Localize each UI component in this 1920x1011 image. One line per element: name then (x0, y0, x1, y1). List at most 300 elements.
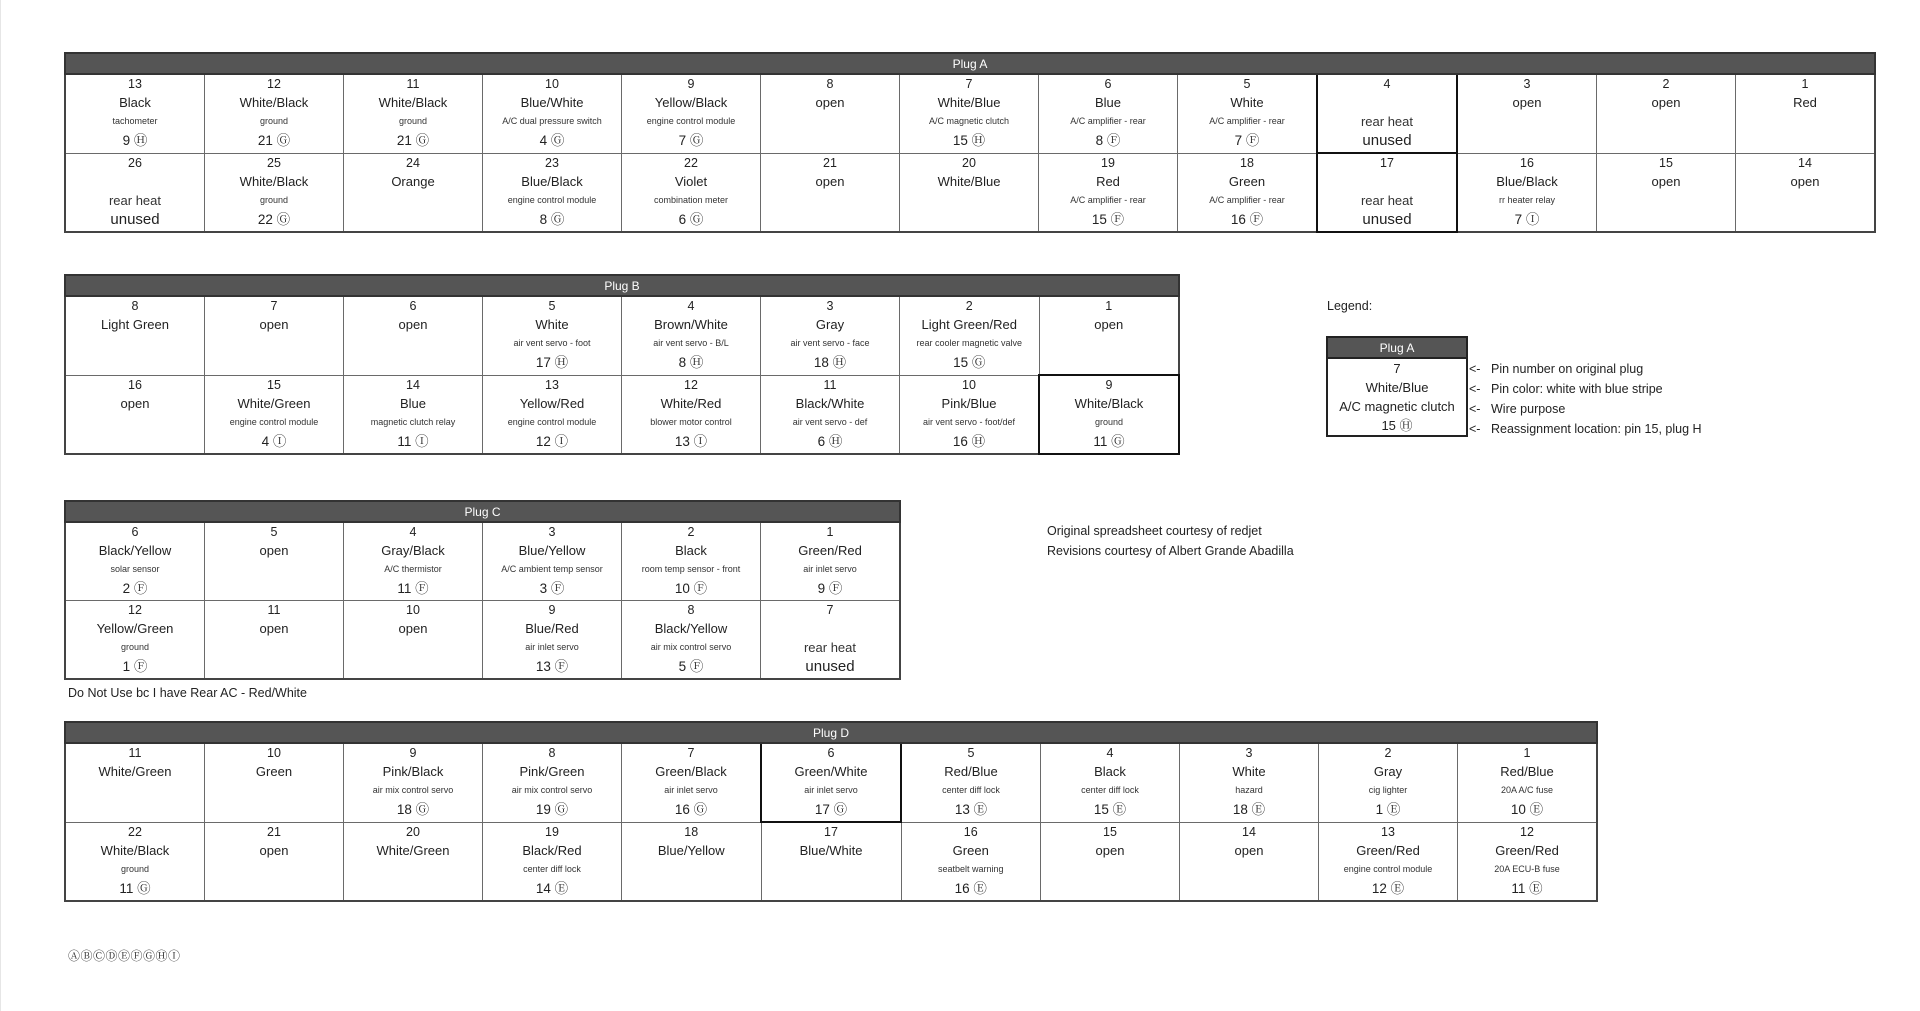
pin-reassignment: 4 Ⓖ (539, 133, 565, 148)
plug-c-table (64, 500, 901, 680)
pin-contents (622, 523, 760, 600)
pin-cell (344, 601, 483, 680)
pin-reassignment: 11 Ⓖ (1093, 434, 1125, 449)
pin-cell (205, 601, 344, 680)
pin-contents (1178, 75, 1316, 152)
pin-color: open (259, 842, 289, 858)
pin-color: Black (119, 95, 151, 110)
pin-contents (762, 744, 900, 821)
pin-cell (1317, 74, 1457, 153)
pin-cell (205, 743, 344, 822)
pin-number: 12 (267, 77, 281, 91)
pin-cell (761, 375, 900, 454)
pin-contents (761, 154, 899, 231)
pin-cell (761, 822, 901, 901)
pin-color: Blue/Yellow (518, 543, 586, 558)
pin-color: open (259, 621, 289, 636)
pin-color: Light Green/Red (921, 317, 1017, 332)
pin-color: Blue/Yellow (657, 842, 725, 858)
pin-number: 11 (128, 746, 142, 760)
pin-number: 21 (267, 824, 281, 839)
pin-color: Black/Yellow (98, 543, 172, 558)
pin-color: Blue/Black (521, 173, 583, 189)
pin-cell (205, 522, 344, 601)
pin-color: Green/White (794, 764, 868, 779)
pin-color: White/Blue (937, 173, 1001, 189)
pin-color: Yellow/Black (654, 95, 728, 110)
pin-cell (1178, 74, 1318, 153)
pin-purpose: rear heat (108, 192, 162, 208)
pin-purpose: air vent servo - B/L (653, 338, 729, 348)
pin-color: White/Green (98, 764, 172, 779)
plug-d-title: Plug D (65, 722, 1597, 743)
pin-cell (1039, 296, 1179, 375)
legend-pin-color: White/Blue (1365, 380, 1429, 395)
pin-color: Violet (674, 173, 708, 189)
pin-cell (344, 375, 483, 454)
pin-number: 9 (409, 746, 417, 760)
pin-cell (205, 153, 344, 232)
pin-cell (900, 74, 1039, 153)
pin-reassignment: 21 Ⓖ (396, 133, 430, 148)
pin-contents (1041, 823, 1179, 900)
pin-row (65, 153, 1875, 232)
pin-number: 23 (545, 155, 559, 170)
pin-purpose: air inlet servo (664, 785, 718, 795)
pin-number: 16 (1520, 155, 1534, 170)
pin-reassignment: 18 Ⓖ (396, 802, 430, 817)
pin-number: 8 (687, 603, 695, 617)
pin-color: open (815, 173, 845, 189)
pin-number: 7 (826, 603, 834, 617)
pin-number: 13 (1381, 824, 1395, 839)
pin-color: Red (1793, 95, 1817, 110)
pin-reassignment: 11 Ⓕ (397, 581, 429, 596)
pin-purpose: seatbelt warning (937, 863, 1004, 874)
pin-contents (344, 75, 482, 152)
pin-purpose: rear heat (803, 640, 857, 655)
legend-arrow: <- (1469, 422, 1481, 436)
pin-cell (622, 743, 762, 822)
legend-note-row (1469, 379, 1702, 399)
pin-contents (483, 75, 621, 152)
pin-purpose: A/C amplifier - rear (1209, 194, 1285, 205)
pin-number: 2 (687, 525, 695, 539)
pin-reassignment: 16 Ⓔ (954, 880, 987, 896)
pin-reassignment: 17 Ⓗ (535, 355, 569, 370)
pin-reassignment: 14 Ⓔ (535, 880, 569, 896)
pin-contents (1458, 75, 1596, 152)
pin-color: open (120, 395, 150, 411)
pin-number: 24 (406, 155, 420, 170)
pin-contents (1180, 823, 1318, 900)
pin-color: White/Red (660, 395, 722, 411)
plug-a-title: Plug A (65, 53, 1875, 74)
pin-number: 9 (1105, 378, 1113, 392)
plug-d-table (64, 721, 1598, 902)
pin-contents (1040, 376, 1178, 453)
pin-reassignment: 11 Ⓖ (119, 880, 151, 896)
pin-contents (761, 297, 899, 374)
pin-cell (344, 822, 483, 901)
pin-purpose: A/C amplifier - rear (1209, 116, 1285, 126)
pin-number: 2 (1384, 746, 1392, 760)
pin-cell (65, 743, 205, 822)
pin-number: 1 (826, 525, 834, 539)
pin-reassignment: 13 Ⓘ (674, 433, 708, 449)
legend-table (1326, 336, 1468, 437)
pin-contents (902, 823, 1041, 900)
pin-purpose: blower motor control (650, 416, 732, 427)
pin-color: open (1094, 317, 1124, 332)
pin-contents (1736, 75, 1874, 152)
pin-number: 21 (823, 155, 837, 170)
pin-color: Red (1096, 173, 1120, 189)
pin-contents (1458, 823, 1596, 900)
pin-purpose: rear cooler magnetic valve (916, 338, 1023, 348)
pin-purpose: air vent servo - foot (513, 338, 591, 348)
pin-cell (1458, 822, 1598, 901)
page-edge (0, 0, 1, 1011)
pin-reassignment: 8 Ⓕ (1095, 133, 1121, 148)
pin-contents (622, 297, 760, 374)
pin-color: Brown/White (654, 317, 728, 332)
pin-reassignment: 13 Ⓕ (535, 659, 569, 674)
pin-reassignment: 9 Ⓗ (122, 133, 148, 148)
pin-contents (622, 75, 760, 152)
pin-row (65, 743, 1597, 822)
pin-color: Blue (1094, 95, 1122, 110)
pin-purpose: air vent servo - def (792, 416, 868, 427)
pin-number: 1 (1523, 746, 1531, 760)
pin-contents (483, 154, 621, 231)
pin-number: 25 (267, 155, 281, 170)
pin-cell (900, 375, 1040, 454)
pin-purpose: A/C amplifier - rear (1070, 194, 1146, 205)
pin-contents (483, 297, 621, 374)
pin-purpose: A/C amplifier - rear (1070, 116, 1146, 126)
pin-number: 8 (826, 77, 834, 91)
pin-color: open (1234, 842, 1264, 858)
pin-color: Blue/White (799, 843, 863, 858)
pin-contents (205, 601, 343, 678)
pin-purpose: 20A ECU-B fuse (1494, 863, 1560, 874)
pin-reassignment: 6 Ⓖ (678, 211, 704, 227)
pin-reassignment: 16 Ⓕ (1230, 211, 1264, 227)
pin-reassignment: 4 Ⓘ (261, 433, 287, 449)
pin-purpose: engine control module (507, 416, 597, 427)
pin-cell (622, 153, 761, 232)
pin-number: 3 (1523, 77, 1531, 91)
pin-reassignment: 17 Ⓖ (814, 802, 848, 817)
pin-color: open (1651, 95, 1681, 110)
legend-note: Wire purpose (1491, 402, 1566, 416)
pin-number: 9 (548, 603, 556, 617)
pin-number: 22 (684, 155, 698, 170)
pin-contents (900, 154, 1038, 231)
pin-reassignment: unused (110, 210, 160, 228)
pin-reassignment: 21 Ⓖ (257, 133, 291, 148)
pin-contents (66, 376, 204, 453)
pin-color: White/Blue (937, 95, 1001, 110)
pin-number: 15 (1103, 824, 1117, 839)
pin-purpose: room temp sensor - front (641, 564, 741, 574)
legend-table-title: Plug A (1327, 337, 1467, 358)
pin-row (65, 601, 900, 680)
pin-contents (66, 154, 204, 231)
pin-color: Light Green (101, 317, 169, 332)
pin-cell (1736, 153, 1876, 232)
pin-color: White (1230, 95, 1264, 110)
pin-cell (344, 74, 483, 153)
pin-color: Red/Blue (944, 764, 998, 779)
pin-purpose: air inlet servo (803, 564, 857, 574)
pin-purpose: engine control module (229, 416, 319, 427)
pin-color: White/Black (1074, 396, 1144, 411)
pin-number: 12 (128, 603, 142, 617)
pin-contents (622, 154, 760, 231)
pin-contents (344, 154, 482, 231)
pin-purpose: A/C ambient temp sensor (501, 564, 603, 574)
pin-purpose: A/C thermistor (384, 564, 442, 574)
pin-reassignment: unused (805, 658, 855, 675)
pin-cell (483, 522, 622, 601)
pin-color: open (1095, 842, 1125, 858)
plug-a-table (64, 52, 1876, 233)
pin-number: 16 (963, 824, 978, 839)
pin-number: 22 (128, 824, 142, 839)
pin-reassignment: 18 Ⓗ (813, 355, 847, 370)
legend-arrow: <- (1469, 362, 1481, 376)
pin-number: 5 (967, 746, 975, 760)
pin-contents (622, 376, 760, 453)
pin-number: 17 (824, 825, 838, 839)
pin-reassignment: 7 Ⓕ (1234, 133, 1260, 148)
pin-color: open (1790, 173, 1820, 189)
pin-cell (1041, 743, 1180, 822)
legend-arrow: <- (1469, 382, 1481, 396)
pin-cell (483, 296, 622, 375)
pin-cell (1597, 74, 1736, 153)
pin-reassignment: 15 Ⓕ (1091, 211, 1125, 227)
pin-reassignment: 15 Ⓗ (952, 133, 986, 148)
pin-reassignment: 7 Ⓘ (1514, 211, 1540, 227)
pin-contents (1039, 154, 1177, 231)
pin-color: Green (1228, 173, 1266, 189)
pin-color: Green (952, 842, 989, 858)
pin-color: White/Green (376, 842, 450, 858)
pin-number: 1 (1801, 77, 1809, 91)
pin-cell (622, 601, 761, 680)
pin-cell (65, 74, 205, 153)
pin-purpose: ground (1094, 417, 1124, 427)
pin-color: Green/Red (1356, 842, 1420, 858)
pin-number: 6 (827, 746, 835, 760)
pin-color: Black (675, 543, 707, 558)
pin-color: Blue/Black (1496, 173, 1558, 189)
pin-number: 19 (545, 824, 559, 839)
pin-contents (483, 744, 621, 821)
pin-reassignment: 8 Ⓗ (678, 355, 704, 370)
pin-contents (1040, 297, 1179, 374)
pin-cell (1458, 743, 1598, 822)
pin-color: Yellow/Red (519, 395, 585, 411)
pin-cell (901, 743, 1041, 822)
pin-contents (1319, 823, 1457, 900)
pin-contents (1178, 154, 1316, 231)
pin-purpose: A/C magnetic clutch (928, 116, 1010, 126)
pin-reassignment: 18 Ⓔ (1232, 802, 1266, 817)
pin-contents (900, 376, 1038, 453)
pin-contents (205, 523, 343, 600)
pin-contents (761, 75, 899, 152)
pin-contents (344, 376, 482, 453)
pin-color: Black/Red (522, 842, 582, 858)
pin-purpose: combination meter (653, 194, 729, 205)
pin-number: 1 (1105, 299, 1113, 313)
pin-contents (205, 154, 343, 231)
pin-cell (761, 522, 901, 601)
pin-contents (205, 376, 343, 453)
pin-color: Blue/White (520, 95, 584, 110)
pin-color: White/Black (239, 95, 309, 110)
legend-note-row (1469, 399, 1702, 419)
pin-cell (65, 822, 205, 901)
pin-reassignment: unused (1362, 211, 1412, 228)
pin-number: 15 (267, 377, 281, 392)
pin-cell (65, 601, 205, 680)
pin-cell (65, 375, 205, 454)
pin-number: 4 (1106, 746, 1114, 760)
pin-color: open (1651, 173, 1681, 189)
pin-purpose: ground (120, 642, 150, 652)
pin-number: 19 (1101, 155, 1115, 170)
pin-contents (622, 823, 761, 900)
pin-cell (205, 822, 344, 901)
pin-color: open (815, 95, 845, 110)
pin-cell (1039, 153, 1178, 232)
pin-contents (902, 744, 1040, 821)
pin-number: 6 (409, 299, 417, 313)
pin-cell (622, 296, 761, 375)
pin-cell (900, 296, 1040, 375)
pin-cell (622, 822, 762, 901)
pin-contents (66, 297, 204, 374)
pin-contents (205, 744, 343, 821)
pin-purpose: air vent servo - face (790, 338, 870, 348)
legend-reassignment: 15 Ⓗ (1381, 418, 1413, 433)
pin-number: 4 (1383, 77, 1391, 91)
pin-purpose: center diff lock (523, 863, 581, 874)
pin-cell (761, 296, 900, 375)
pin-number: 3 (548, 525, 556, 539)
pin-color: open (1512, 95, 1542, 110)
legend-note-row (1469, 359, 1702, 379)
pin-color: Pink/Green (519, 764, 585, 779)
pin-number: 13 (545, 377, 559, 392)
pin-number: 2 (965, 299, 973, 313)
pin-contents (66, 523, 204, 600)
pin-reassignment: 16 Ⓗ (952, 433, 986, 449)
pin-contents (66, 744, 204, 821)
pin-cell (483, 601, 622, 680)
pin-contents (66, 601, 204, 678)
pin-purpose: magnetic clutch relay (370, 416, 456, 427)
pin-purpose: air vent servo - foot/def (922, 416, 1016, 427)
pin-purpose: center diff lock (1081, 785, 1139, 795)
pin-cell (761, 74, 900, 153)
credit-original: Original spreadsheet courtesy of redjet (1047, 524, 1262, 538)
pin-cell (900, 153, 1039, 232)
pin-contents (1318, 154, 1456, 231)
pin-reassignment: 12 Ⓔ (1371, 880, 1405, 896)
pin-cell (1039, 74, 1178, 153)
pin-reassignment: 5 Ⓕ (678, 659, 704, 674)
pin-row (65, 522, 900, 601)
pin-number: 16 (128, 377, 142, 392)
pin-contents (1597, 75, 1735, 152)
pin-cell (1319, 743, 1458, 822)
pin-cell (1597, 153, 1736, 232)
pin-purpose: air inlet servo (525, 642, 579, 652)
pin-cell (65, 296, 205, 375)
pin-number: 9 (687, 77, 695, 91)
pin-number: 7 (687, 746, 695, 760)
pin-contents (1597, 154, 1735, 231)
pin-cell (344, 522, 483, 601)
pin-contents (761, 376, 899, 453)
pin-number: 10 (545, 77, 559, 91)
pin-number: 12 (1520, 824, 1534, 839)
pin-cell (65, 153, 205, 232)
plug-key-symbols: ⒶⒷⒸⒹⒺⒻⒼⒽⒾ (68, 949, 181, 963)
pin-reassignment: 7 Ⓖ (678, 133, 704, 148)
pin-color: Green/Red (798, 543, 862, 558)
pin-cell (1457, 74, 1597, 153)
pin-number: 7 (965, 77, 973, 91)
pin-purpose: engine control module (1343, 863, 1433, 874)
pin-number: 13 (128, 77, 142, 91)
pin-color: open (398, 317, 428, 332)
pin-cell (761, 601, 901, 680)
credit-revisions: Revisions courtesy of Albert Grande Abadilla (1047, 544, 1294, 558)
pin-contents (762, 823, 901, 900)
pin-cell (1041, 822, 1180, 901)
pin-cell (1736, 74, 1876, 153)
pin-color: White/Black (100, 842, 170, 858)
pin-number: 2 (1662, 77, 1670, 91)
pin-cell (344, 743, 483, 822)
pin-cell (483, 74, 622, 153)
pin-row (65, 822, 1597, 901)
pin-reassignment: 6 Ⓗ (817, 433, 843, 449)
pin-number: 14 (1242, 824, 1256, 839)
pin-contents (1041, 744, 1179, 821)
pin-reassignment: 2 Ⓕ (122, 581, 148, 596)
pin-contents (205, 297, 343, 374)
legend-notes (1469, 359, 1702, 439)
pin-color: open (259, 317, 289, 332)
pin-number: 17 (1380, 156, 1394, 170)
pin-color: Gray (1373, 764, 1403, 779)
pin-contents (66, 75, 204, 152)
pin-reassignment: unused (1362, 132, 1412, 149)
pin-reassignment: 3 Ⓕ (539, 581, 565, 596)
pin-color: Pink/Blue (941, 395, 997, 411)
pin-contents (1039, 75, 1177, 152)
pin-color: White/Black (378, 95, 448, 110)
pin-cell (1457, 153, 1597, 232)
